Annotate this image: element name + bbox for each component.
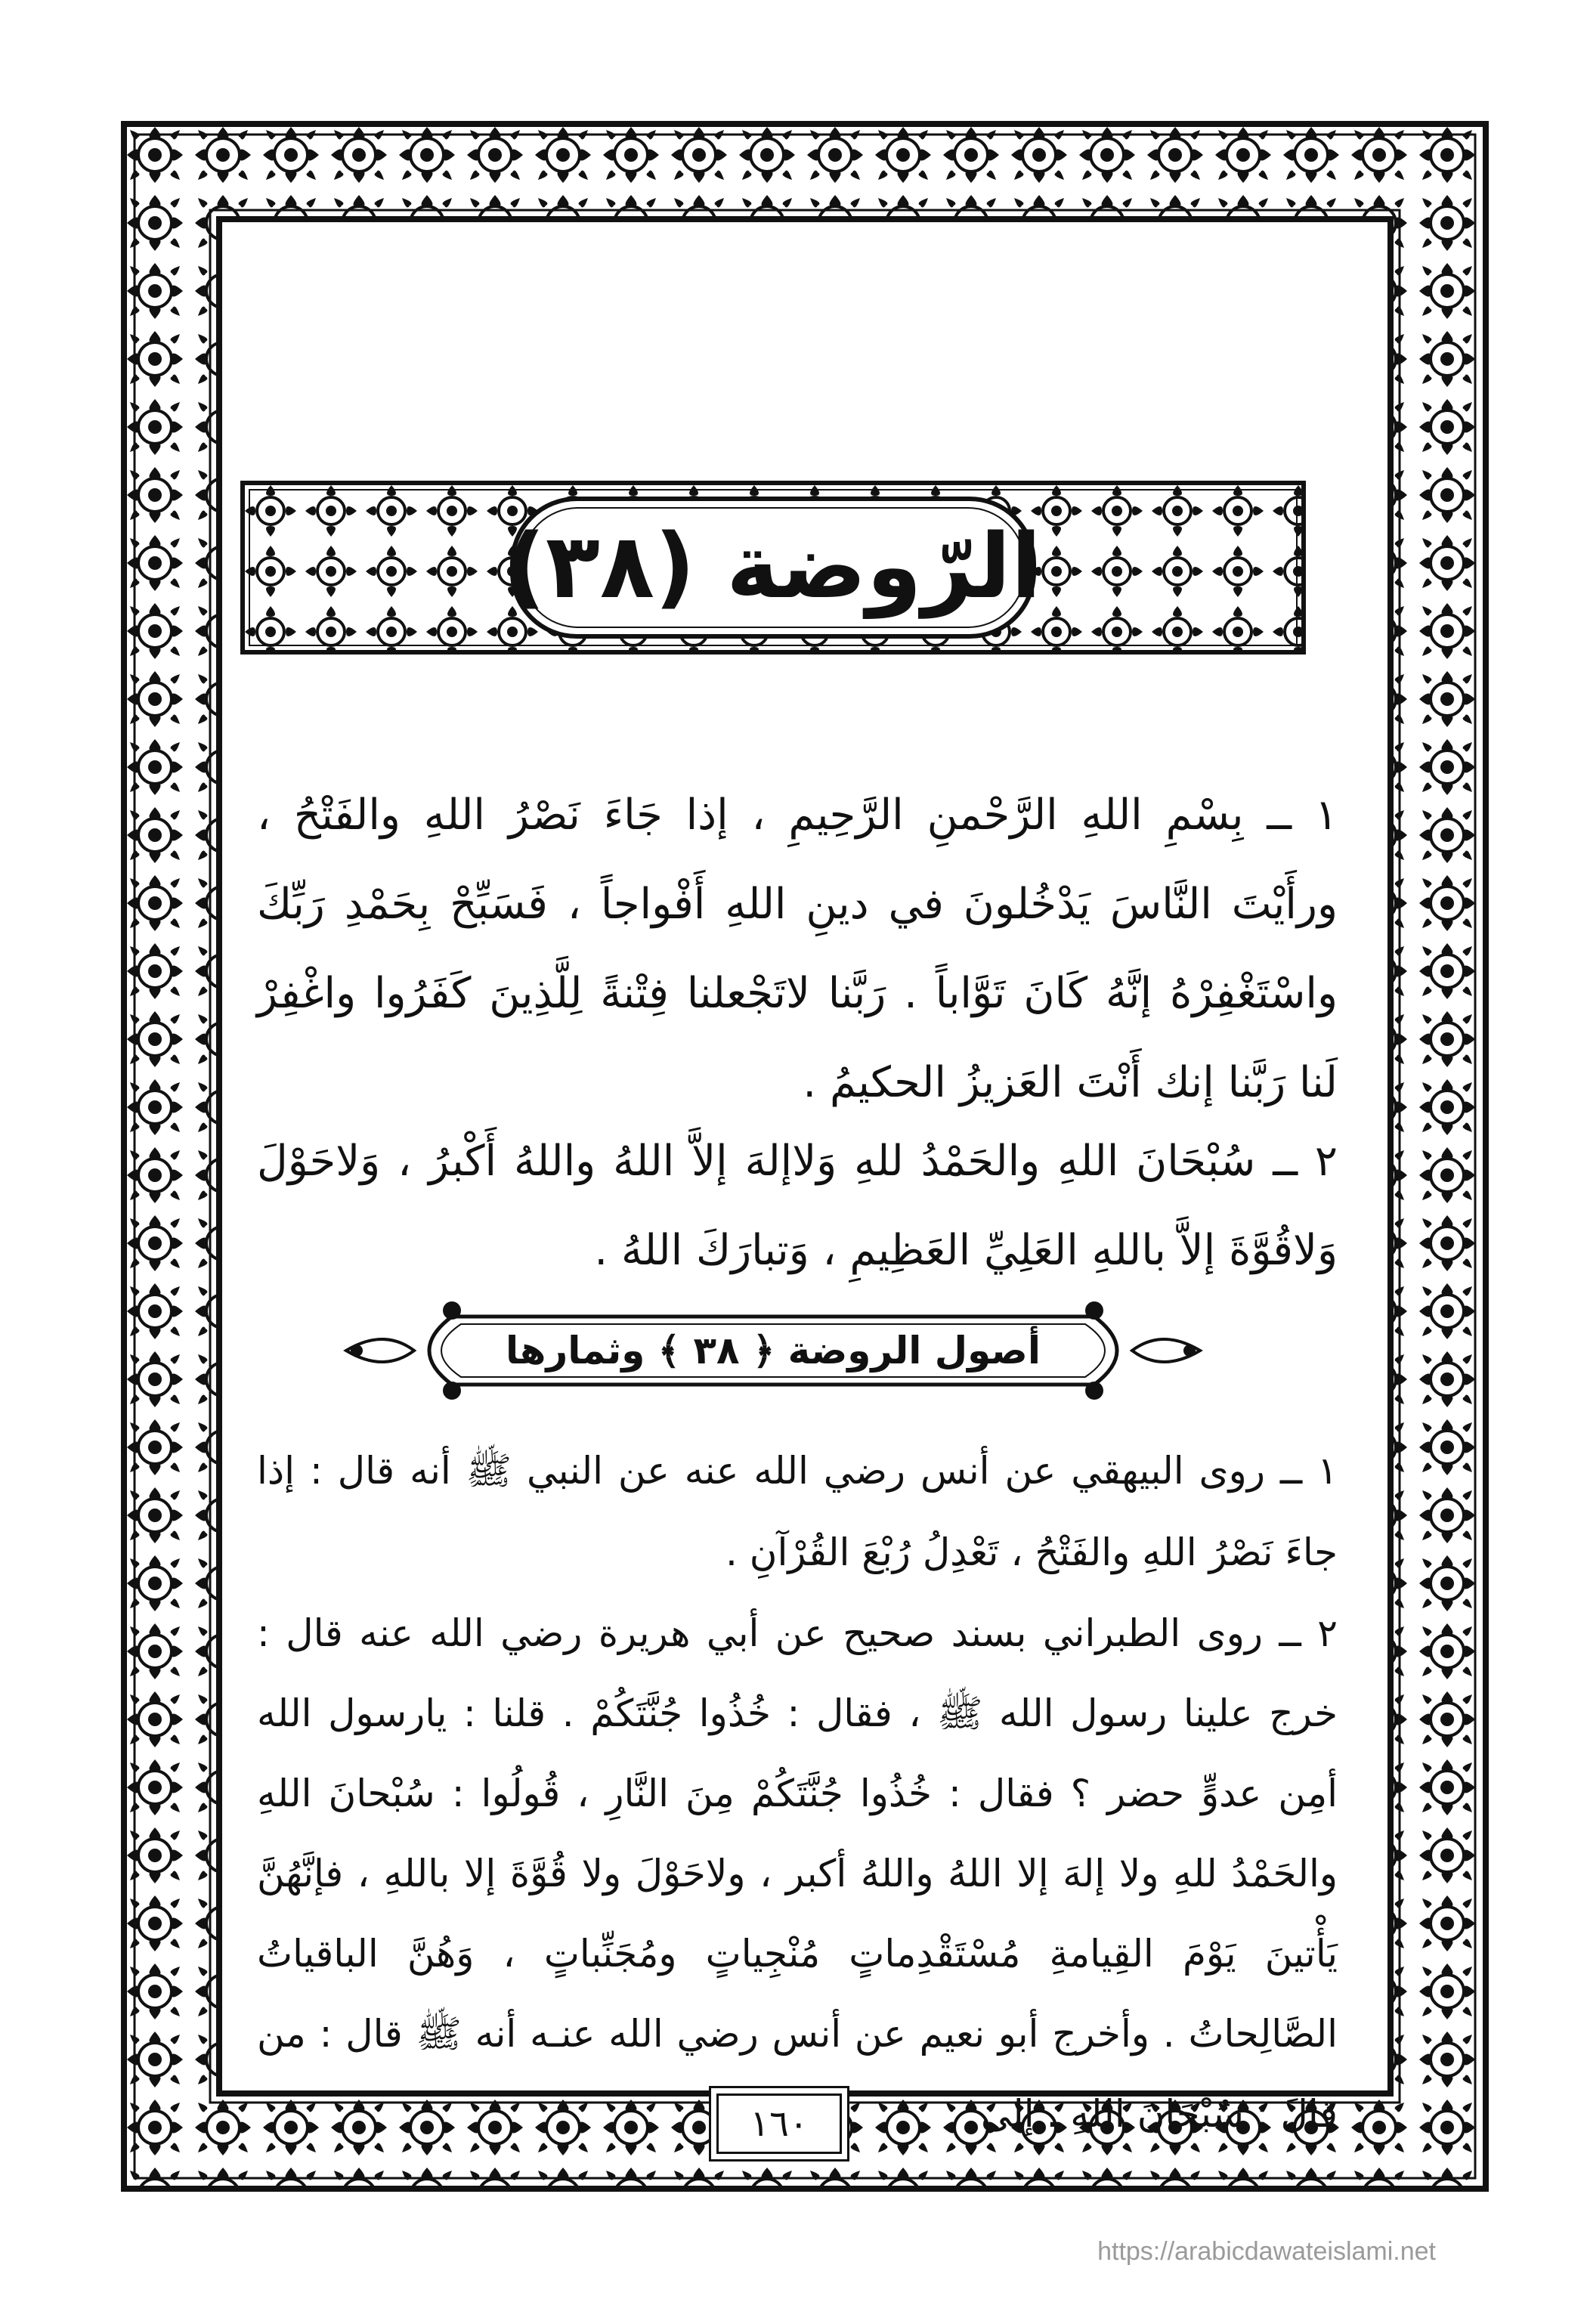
paragraph-text: ٢ ــ سُبْحَانَ اللهِ والحَمْدُ للهِ وَلاإلهَ إلاَّ اللهُ واللهُ أَكْبرُ ، وَلاحَوْلَ وَلاقُوَّةَ إلاَّ باللهِ العَلِيِّ العَظِيمِ ، وَتبارَكَ اللهُ .	[257, 1137, 1338, 1275]
hadith-paragraph-1	[257, 1430, 1338, 1593]
supplication-paragraph-2	[257, 1117, 1338, 1295]
subheading-ornament	[339, 1294, 1208, 1407]
paragraph-text: ١ ــ روى البيهقي عن أنس رضي الله عنه عن النبي ﷺ أنه قال : إذا جاءَ نَصْرُ اللهِ والفَتْحُ ، تَعْدِلُ رُبْعَ القُرْآنِ .	[257, 1449, 1338, 1574]
paragraph-text: ١ ــ بِسْمِ اللهِ الرَّحْمنِ الرَّحِيمِ ، إذا جَاءَ نَصْرُ اللهِ والفَتْحُ ، ورأَيْتَ النَّاسَ يَدْخُلونَ في دينِ اللهِ أَفْواجاً ، فَسَبِّحْ بِحَمْدِ رَبِّكَ واسْتَغْفِرْهُ إنَّهُ كَانَ تَوَّاباً . رَبَّنا لاتَجْعلنا فِتْنةً لِلَّذِينَ كَفَرُوا واغْفِرْ لَنا رَبَّنا إنك أَنْتَ العَزيزُ الحكيمُ .	[257, 791, 1338, 1107]
title-banner	[240, 481, 1306, 654]
page-title: الرّوضة (٣٨)	[504, 514, 1042, 618]
subheading-title: أصول الروضة ﴿ ٣٨ ﴾ وثمارها	[506, 1329, 1041, 1372]
page-number: ١٦٠	[750, 2103, 809, 2145]
source-watermark: https://arabicdawateislami.net	[1097, 2237, 1436, 2266]
paragraph-text: ٢ ــ روى الطبراني بسند صحيح عن أبي هريرة رضي الله عنه قال : خرج علينا رسول الله ﷺ ، فقال : خُذُوا جُنَّتَكُمْ . قلنا : يارسول الله أمِن عدوٍّ حضر ؟ فقال : خُذُوا جُنَّتَكُمْ مِنَ النَّارِ ، قُولُوا : سُبْحانَ اللهِ والحَمْدُ للهِ ولا إلهَ إلا اللهُ واللهُ أكبر ، ولاحَوْلَ ولا قُوَّةَ إلا باللهِ ، فإنَّهُنَّ يَأْتينَ يَوْمَ القِيامةِ مُسْتَقْدِماتٍ مُنْجِياتٍ ومُجَنِّباتٍ ، وَهُنَّ الباقياتُ الصَّالِحاتُ . وأخرج أبو نعيم عن أنس رضي الله عنـه أنه ﷺ قال : من قالَ : سُبْحَانَ اللهِ . إلى	[257, 1611, 1338, 2136]
hadith-paragraph-2	[257, 1593, 1338, 2154]
supplication-paragraph-1	[257, 771, 1338, 1128]
page-number-box	[716, 2093, 842, 2154]
